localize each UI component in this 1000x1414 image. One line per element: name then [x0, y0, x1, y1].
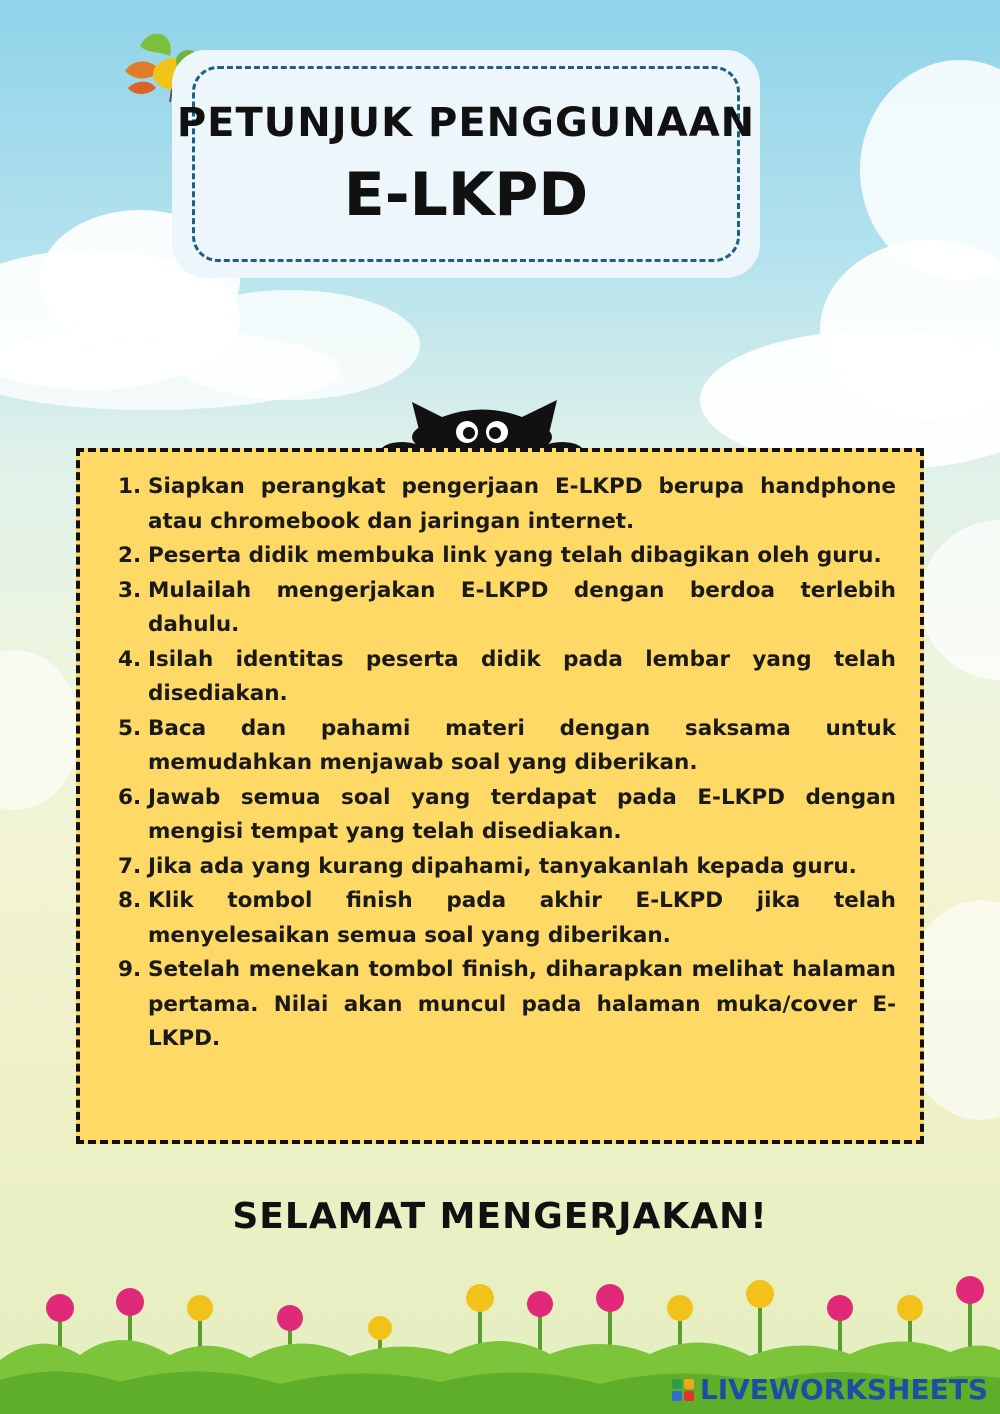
instruction-item: [118, 884, 896, 953]
item-number: 2.: [118, 543, 142, 568]
instruction-item: [118, 953, 896, 1057]
item-text: Mulailah mengerjakan E-LKPD dengan berdoa terlebih dahulu.: [148, 577, 896, 637]
item-text: Jika ada yang kurang dipahami, tanyakanlah kepada guru.: [148, 853, 857, 879]
instruction-item: [118, 470, 896, 539]
instruction-item: [118, 712, 896, 781]
item-text: Siapkan perangkat pengerjaan E-LKPD berupa handphone atau chromebook dan jaringan internet.: [148, 474, 896, 534]
brand-watermark: [672, 1373, 988, 1406]
item-number: 6.: [118, 784, 142, 810]
item-number: 3.: [118, 577, 142, 603]
item-number: 1.: [118, 474, 142, 499]
item-text: Klik tombol finish pada akhir E-LKPD jika telah menyelesaikan semua soal yang diberikan.: [148, 888, 896, 948]
item-text: Peserta didik membuka link yang telah dibagikan oleh guru.: [148, 543, 882, 568]
item-number: 8.: [118, 888, 142, 913]
liveworksheets-logo-icon: [672, 1379, 694, 1401]
item-number: 5.: [118, 715, 142, 741]
item-number: 7.: [118, 853, 142, 879]
page-subtitle: E-LKPD: [343, 160, 589, 230]
instruction-item: [118, 643, 896, 712]
closing-message: SELAMAT MENGERJAKAN!: [232, 1196, 768, 1237]
instruction-item: [118, 850, 896, 885]
item-number: 4.: [118, 646, 142, 672]
item-text: Baca dan pahami materi dengan saksama untuk memudahkan menjawab soal yang diberikan.: [148, 715, 896, 775]
instruction-item: [118, 574, 896, 643]
item-number: 9.: [118, 957, 142, 982]
page-title: PETUNJUK PENGGUNAAN: [176, 100, 756, 146]
instruction-item: [118, 539, 896, 574]
title-card: [172, 50, 760, 278]
item-text: Setelah menekan tombol finish, diharapkan melihat halaman pertama. Nilai akan muncul pada halaman muka/cover E-LKPD.: [148, 957, 896, 1051]
brand-name: LIVEWORKSHEETS: [699, 1373, 988, 1406]
instruction-item: [118, 781, 896, 850]
instructions-panel: [76, 448, 924, 1144]
instructions-list: [118, 470, 896, 1057]
item-text: Isilah identitas peserta didik pada lembar yang telah disediakan.: [148, 646, 896, 706]
item-text: Jawab semua soal yang terdapat pada E-LKPD dengan mengisi tempat yang telah disediakan.: [148, 784, 896, 844]
